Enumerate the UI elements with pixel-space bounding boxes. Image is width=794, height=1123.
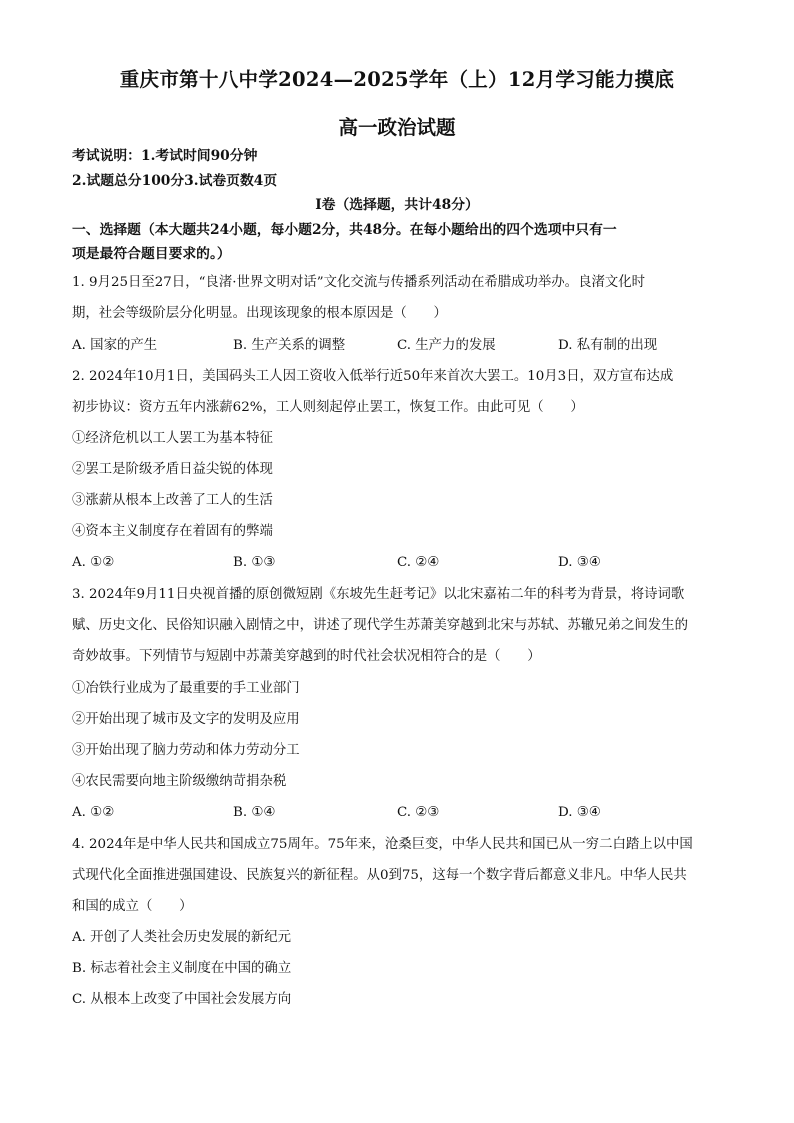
question-2-statement-2: ②罢工是阶级矛盾日益尖锐的体现 (72, 462, 273, 477)
question-4-option-a: A. 开创了人类社会历史发展的新纪元 (72, 930, 292, 945)
question-1-option-c: C. 生产力的发展 (397, 338, 496, 353)
question-2-statement-4: ④资本主义制度存在着固有的弊端 (72, 524, 273, 539)
question-3-statement-1: ①冶铁行业成为了最重要的手工业部门 (72, 681, 300, 696)
question-2-stem-line2: 初步协议：资方五年内涨薪62%，工人则刻起停止罢工，恢复工作。由此可见（ ） (72, 400, 584, 415)
section-heading-line2: 项是最符合题目要求的。） (72, 246, 231, 262)
question-2-statement-3: ③涨薪从根本上改善了工人的生活 (72, 493, 273, 508)
question-4-option-b: B. 标志着社会主义制度在中国的确立 (72, 961, 292, 976)
question-3-statement-4: ④农民需要向地主阶级缴纳苛捐杂税 (72, 774, 287, 789)
question-3-stem-line3: 奇妙故事。下列情节与短剧中苏萧美穿越到的时代社会状况相符合的是（ ） (72, 649, 541, 664)
question-2-option-d: D. ③④ (558, 555, 601, 570)
exam-instructions-line1: 考试说明：1.考试时间90分钟 (72, 148, 258, 164)
question-1-stem-line1: 1. 9月25日至27日，“良渚·世界文明对话”文化交流与传播系列活动在希腊成功举办。良渚文化时 (72, 275, 646, 290)
question-1-stem-line2: 期，社会等级阶层分化明显。出现该现象的根本原因是（ ） (72, 306, 447, 321)
question-2-option-c: C. ②④ (397, 555, 440, 570)
section-heading-line1: 一、选择题（本大题共24小题，每小题2分，共48分。在每小题给出的四个选项中只有一 (72, 222, 617, 238)
question-2-statement-1: ①经济危机以工人罢工为基本特征 (72, 431, 273, 446)
question-3-option-a: A. ①② (72, 805, 115, 820)
question-2-option-a: A. ①② (72, 555, 115, 570)
exam-instructions-line2: 2.试题总分100分3.试卷页数4页 (72, 173, 278, 189)
volume-title: I卷（选择题，共计48分） (315, 197, 479, 213)
question-3-option-c: C. ②③ (397, 805, 440, 820)
question-3-option-d: D. ③④ (558, 805, 601, 820)
exam-title: 重庆市第十八中学2024—2025学年（上）12月学习能力摸底 (119, 68, 675, 91)
question-4-stem-line2: 式现代化全面推进强国建设、民族复兴的新征程。从0到75，这每一个数字背后都意义非凡。中华人民共 (72, 868, 687, 883)
question-2-stem-line1: 2. 2024年10月1日，美国码头工人因工资收入低举行近50年来首次大罢工。10月3日，双方宣布达成 (72, 369, 674, 384)
question-1-option-b: B. 生产关系的调整 (233, 338, 346, 353)
question-3-statement-3: ③开始出现了脑力劳动和体力劳动分工 (72, 743, 300, 758)
exam-subtitle: 高一政治试题 (338, 116, 456, 139)
question-4-stem-line1: 4. 2024年是中华人民共和国成立75周年。75年来，沧桑巨变，中华人民共和国已从一穷二白踏上以中国 (72, 837, 693, 852)
question-4-option-c: C. 从根本上改变了中国社会发展方向 (72, 992, 292, 1007)
question-3-stem-line2: 赋、历史文化、民俗知识融入剧情之中，讲述了现代学生苏萧美穿越到北宋与苏轼、苏辙兄弟之间发生的 (72, 618, 688, 633)
question-2-option-b: B. ①③ (233, 555, 276, 570)
question-4-stem-line3: 和国的成立（ ） (72, 899, 193, 914)
question-1-option-a: A. 国家的产生 (72, 338, 158, 353)
question-3-stem-line1: 3. 2024年9月11日央视首播的原创微短剧《东坡先生赶考记》以北宋嘉祐二年的科考为背景，将诗词歌 (72, 587, 685, 602)
question-3-statement-2: ②开始出现了城市及文字的发明及应用 (72, 712, 300, 727)
question-3-option-b: B. ①④ (233, 805, 276, 820)
question-1-option-d: D. 私有制的出现 (558, 338, 658, 353)
